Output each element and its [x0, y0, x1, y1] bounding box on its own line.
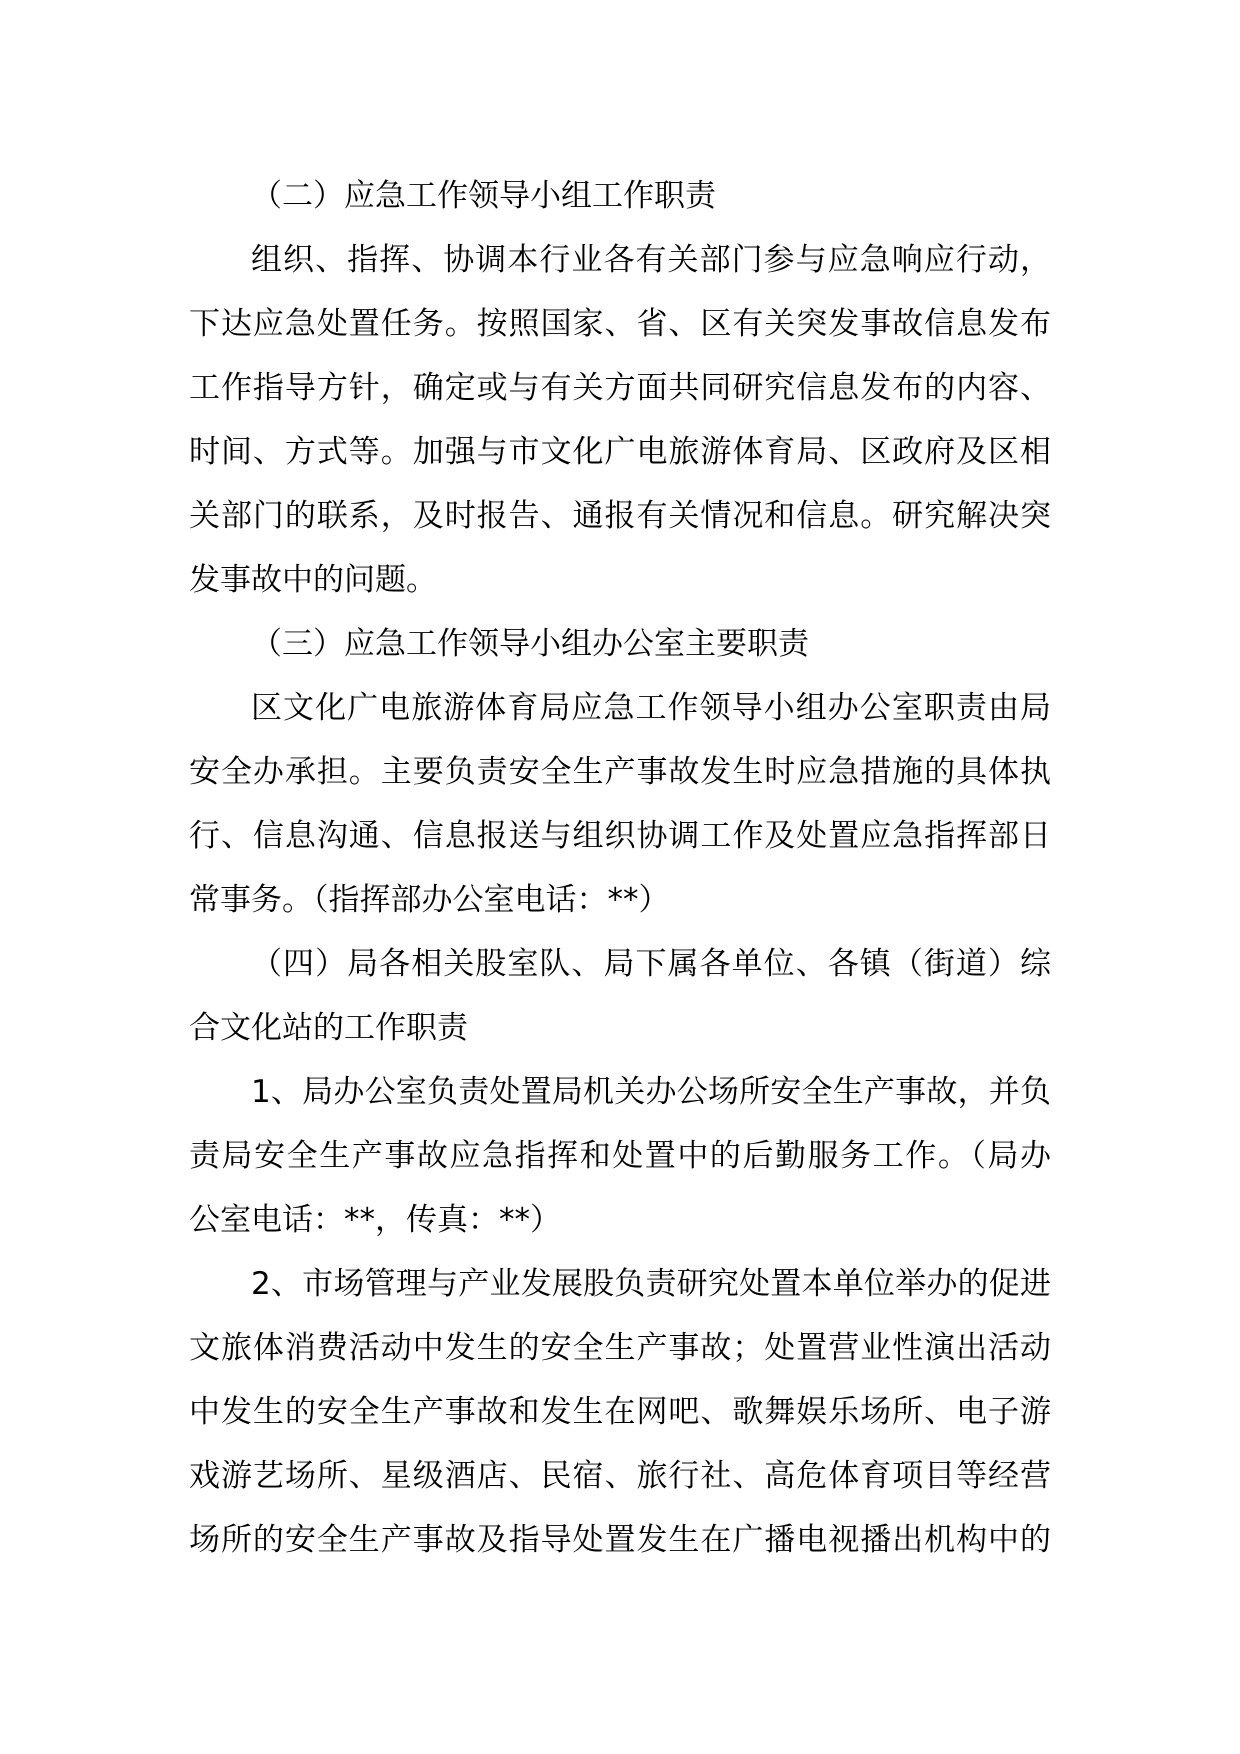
heading-section-2: （二）应急工作领导小组工作职责 [251, 178, 716, 214]
list-item-1: 1、局办公室负责处置局机关办公场所安全生产事故，并负 [251, 1074, 1051, 1110]
heading-section-4-continued: 合文化站的工作职责 [189, 1010, 468, 1046]
paragraph-line: 场所的安全生产事故及指导处置发生在广播电视播出机构中的 [189, 1522, 1051, 1558]
paragraph-line: 发事故中的问题。 [189, 562, 437, 598]
paragraph-line: 区文化广电旅游体育局应急工作领导小组办公室职责由局 [251, 690, 1051, 726]
paragraph-line: 安全办承担。主要负责安全生产事故发生时应急措施的具体执 [189, 754, 1051, 790]
paragraph-line: 责局安全生产事故应急指挥和处置中的后勤服务工作。（局办 [189, 1138, 1051, 1174]
paragraph-line: 戏游艺场所、星级酒店、民宿、旅行社、高危体育项目等经营 [189, 1458, 1051, 1494]
heading-section-3: （三）应急工作领导小组办公室主要职责 [251, 626, 809, 662]
paragraph-line: 中发生的安全生产事故和发生在网吧、歌舞娱乐场所、电子游 [189, 1394, 1051, 1430]
paragraph-line: 下达应急处置任务。按照国家、省、区有关突发事故信息发布 [189, 306, 1051, 342]
paragraph-line: 文旅体消费活动中发生的安全生产事故；处置营业性演出活动 [189, 1330, 1051, 1366]
paragraph-line: 时间、方式等。加强与市文化广电旅游体育局、区政府及区相 [189, 434, 1051, 470]
paragraph-line: 关部门的联系，及时报告、通报有关情况和信息。研究解决突 [189, 498, 1051, 534]
paragraph-line: 工作指导方针，确定或与有关方面共同研究信息发布的内容、 [189, 370, 1051, 406]
list-item-2: 2、市场管理与产业发展股负责研究处置本单位举办的促进 [251, 1266, 1051, 1302]
paragraph-line: 组织、指挥、协调本行业各有关部门参与应急响应行动， [251, 242, 1051, 278]
paragraph-line: 行、信息沟通、信息报送与组织协调工作及处置应急指挥部日 [189, 818, 1051, 854]
paragraph-line: 常事务。（指挥部办公室电话：**） [189, 882, 670, 918]
heading-section-4: （四）局各相关股室队、局下属各单位、各镇（街道）综 [251, 946, 1051, 982]
paragraph-line: 公室电话：**，传真：**） [189, 1202, 561, 1238]
